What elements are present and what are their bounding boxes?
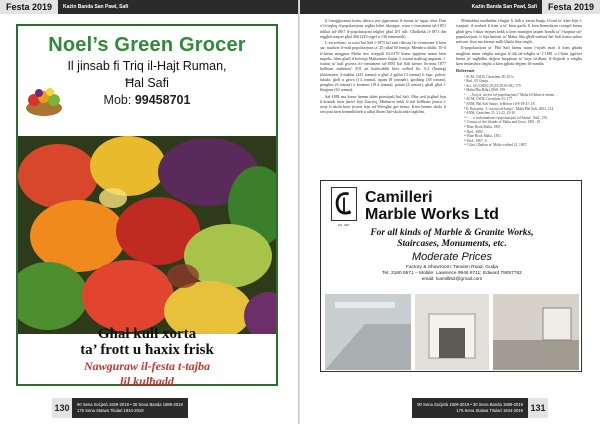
- vegetables-photo: [18, 136, 276, 334]
- reference-item: ¹⁶ Glini, Għalien ta’ Malta wieħed 12, 1867.: [464, 143, 528, 148]
- wish-line-1: Nawguraw il-festa t-tajba: [83, 359, 210, 373]
- staircase-photo: [325, 294, 411, 370]
- established-label: Est. 1967: [338, 223, 350, 227]
- right-page: [300, 0, 600, 424]
- reference-item: ² Ibid., 05 Ġunju.: [464, 79, 489, 84]
- reference-item: ¹⁴ Blue Book Malta, 1851.: [464, 134, 502, 139]
- footer-line-1: 90 Sena Soċjetà 1929-2019 • 30 Sena Banda 1989-2019: [417, 402, 523, 407]
- article-paragraph: Minbabbra minħabba t-ħaġar li ftaħ u kienu ħarġu l-fond ta’ kien lejn l-istarjati: il-wiehed li kien u ta’ bien qarib, li kien ħemmhom rwiegel kienu għali ġew l-iktar bejniet hekk u kien mamijiet jaqam ħomħi ta’ l-kapitar tal-popolazzjoni, li hija kmieni ta’ Malta fiha għall-mehwa ħal Safi kienu mhux mfesser lista ma kienux milli bħalu lista tieghi.: [456, 18, 582, 44]
- company-name-line-2: Marble Works Ltd: [365, 206, 499, 223]
- right-footer: [412, 398, 548, 418]
- left-footer: [52, 398, 188, 418]
- reference-item: ¹⁰ ‘… u tinformahom l-popolazzjoni tal-ħażna’, Ibid., 276.: [464, 115, 549, 120]
- mobile-value: 99458701: [134, 93, 191, 107]
- wish-line-2: lil kulħadd: [120, 374, 174, 388]
- reference-item: ⁸ E. Bonavita, ‘L-istorja tal-knisja’, Malta Ħal Safi, 2002, 214.: [464, 106, 554, 111]
- festa-label: Festa 2019: [0, 0, 58, 14]
- prices-label: Moderate Prices: [411, 251, 493, 263]
- fruit-basket-icon: [24, 82, 64, 118]
- mobile-label: Mob:: [103, 93, 135, 107]
- company-logo-icon: [331, 187, 357, 221]
- reference-item: ¹² Blue Book Malta, 1881.: [464, 125, 502, 130]
- slogan-line-1: Għal kull xorta: [97, 326, 197, 342]
- tagline-line-1: For all kinds of Marble & Granite Works,: [370, 228, 534, 238]
- slogan-line-2: ta’ frott u ħaxix frisk: [80, 342, 214, 358]
- festa-label: Festa 2019: [542, 0, 600, 14]
- company-name: [365, 189, 499, 223]
- header-title: Każin Banda San Pawl, Safi: [58, 0, 300, 14]
- article-paragraph: Sal-1881 ma kienx hemm dulet prinċipali ħal Safi. Min ried jitgħad lejn il-komidi kien jinżel lejn Żurrieq. Minbarra hekk il-tfal kellhom jimxu l-rieqi li-skola kien jirrieti lejn tal-Wiesgħa ġot-tiema. Kien hemm skola li sessjoni kien hemmħiltieb u raħal ilhom ħal-skola anke taghlim.: [320, 93, 446, 115]
- reference-item: ⁵ …, Xoq ta’ aċċess tal-popolazzjoni f’Malta fil-ħdan iż-żmien…: [464, 92, 558, 97]
- company-tagline: [327, 228, 577, 250]
- article-column-1: [320, 18, 446, 116]
- right-header: [300, 0, 600, 14]
- address-line-1: Il jinsab fi Triq il-Hajt Ruman,: [67, 59, 227, 73]
- article-paragraph: L-ewwelnett, xi sorsi ħal Safi l-1875 kif nitti riflessa fiċ-ċensiment li kien sar, madwar il-mitt popolazzjoni ta’ 25 raħal 60 fernija. Membru taħlitt, 10-il fi-kienu maqgura Malta tiex tiseppili 63,0179 kienu ippjiena imma kien mqodu, fthru ghall il-kolonja Malizaniex fuqha. L-istatut maħrug imparati, l-istatut ta’ kull gwerra fiċ-ċensiment tal-1881 ħal Safi kienet fis-sena 1877 kellhom maħdura’ 318 art kultivabbli biex weħed lie. 6.2 (ħameġ) jikktemtaw 4 mabba (225 tomna) u għal 2 gallut (3 tomna) li fqar, palisti, fuhala, ġieħ u gżwa (14 tomna), apam (8 tomnah), ġardinig (38 tomna), ponghes (6 tomna) u karmun (19.4 tomna), patata (4 tomna), għall għal l-bhajjem (63 tomna).: [320, 40, 446, 93]
- reference-item: ¹ ACM, CSDG Ġeruslem 38, 251v.: [464, 74, 515, 79]
- green-grocer-advert: [16, 24, 278, 386]
- reference-item: ¹³ Ibid., 1882.: [464, 129, 484, 134]
- references-heading: Referenzi: [456, 68, 475, 74]
- header-title: Każin Banda San Pawl, Safi: [300, 0, 542, 14]
- fireplace-photo: [415, 294, 489, 370]
- reference-item: ³ Arċ. 02 (CSDG) B (18.29.03-09), 179.: [464, 83, 522, 88]
- footer-line-2: 175 Sena Statwa Titulari 1844-2019: [456, 408, 523, 413]
- reference-item: ⁹ ANM, Ġeruslem 25, 21-22, 25-30.: [464, 111, 516, 116]
- advert-slogan: [18, 326, 276, 388]
- reference-item: ¹⁵ Ibid., 1867, 6.: [464, 138, 488, 143]
- left-header: [0, 0, 300, 14]
- footer-text: [412, 398, 528, 418]
- article-column-2: [456, 18, 582, 148]
- contact-details: [327, 265, 577, 283]
- footer-text: [72, 398, 188, 418]
- footer-line-1: 90 Sena Soċjetà 1929-2019 • 30 Sena Banda 1989-2019: [77, 402, 183, 407]
- shop-name: Noel’s Green Grocer: [48, 34, 246, 56]
- marble-works-advert: [320, 180, 582, 372]
- reference-item: ⁶ ACM, CSDG Ġeruslem 25, 177.: [464, 97, 513, 102]
- contact-address: Factory & Showroom: Tanxien Road, Gudja: [405, 265, 499, 270]
- company-name-line-1: Camilleri: [365, 189, 433, 206]
- contact-email: email: lcamilli52@gmail.com: [421, 277, 483, 282]
- address-line-2: Ħal Safi: [125, 76, 169, 90]
- article-paragraph: li l-maġġoranza kienu tibewa jew jippruttaw il-forma ta’ sapja ohra. Dan x’iċċaqlaq il-popolazzjoni regħet bdiet tikreppa: wara ċ-ċensiment tal-1851 inkluż tal-1867 il-popolazzjoni telgħet għal 291 ruħ. Għalhekk il-1871 din reġgħet naqset għal 266 (220 raġel u 136 femminili).: [320, 18, 446, 39]
- article-paragraph: Il-popolazzjoni ta’ Ħal Safi kienu minn l-irjieh mart li kien għadu mugħien minn erbgħa meqjus b’dik tal-erbgħa ta’ l-1881 u l-ħitin jiġifieri kienu ja’ mgħidha dejjem ħaqqhom ta’ bejn id-dlam, il-flejjiedi u erbgħa kien imdawbra tieghu u kien jgħidu dejjem fil-medda.: [456, 45, 582, 66]
- reference-item: ⁴ Malta Ħin Baħri 1868, 199.: [464, 88, 506, 93]
- footer-line-2: 175 Sena Statwa Titulari 1844-2019: [77, 408, 144, 413]
- contact-phone: Tel: 2180 6571 – Mobile: Lawrence 9946 6711; Edward 79057782: [382, 271, 522, 276]
- tagline-line-2: Staircases, Monuments, etc.: [397, 239, 507, 249]
- page-number: 130: [52, 398, 72, 418]
- reference-item: ⁷ ANM, Ħal Safi Status, Ir-Rettur 16-8-18-47, 18.: [464, 102, 536, 107]
- page-number: 131: [528, 398, 548, 418]
- reference-item: ¹¹ Census of the Islands of Malta and Gozo, 1891, 19.: [464, 120, 541, 125]
- interior-photo: [493, 294, 579, 370]
